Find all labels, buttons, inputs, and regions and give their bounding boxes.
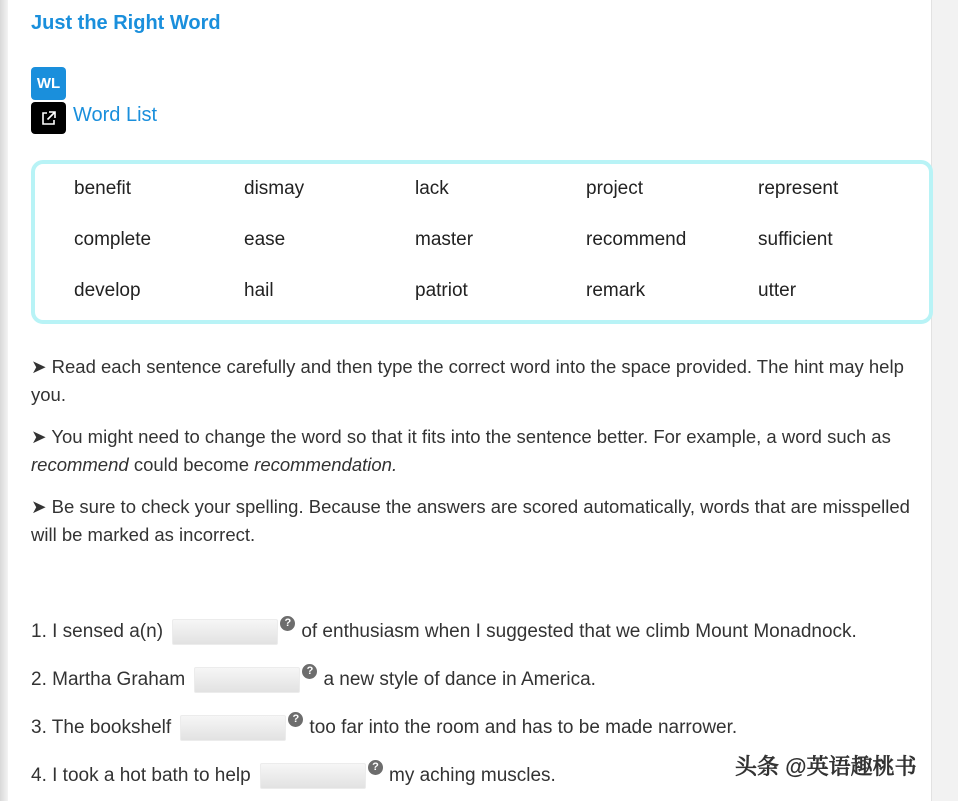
word-bank-item: patriot	[415, 280, 468, 301]
word-bank-item: lack	[415, 178, 449, 199]
word-bank-item: master	[415, 229, 474, 250]
word-bank	[31, 160, 933, 324]
instruction-2: ➤ You might need to change the word so that it fits into the sentence better. For example, a word such as recommend could become recommendation.	[31, 426, 891, 475]
word-bank-item: complete	[74, 229, 152, 250]
scrollbar-track[interactable]	[931, 0, 958, 801]
word-bank-item: utter	[758, 280, 797, 301]
answer-input-1[interactable]	[172, 619, 278, 645]
word-bank-item: benefit	[74, 178, 132, 199]
bullet-arrow-icon: ➤	[31, 356, 47, 377]
word-bank-item: remark	[586, 280, 646, 301]
hint-icon[interactable]: ?	[288, 712, 303, 727]
word-bank-item: represent	[758, 178, 839, 199]
word-bank-item: hail	[244, 280, 274, 301]
question-2: 2. Martha Graham ? a new style of dance in America.	[31, 666, 596, 694]
bullet-arrow-icon: ➤	[31, 426, 47, 447]
word-bank-item: recommend	[586, 229, 687, 250]
hint-icon[interactable]: ?	[368, 760, 383, 775]
word-bank-item: project	[586, 178, 644, 199]
page-title: Just the Right Word	[31, 12, 221, 34]
question-1: 1. I sensed a(n) ? of enthusiasm when I suggested that we climb Mount Monadnock.	[31, 618, 857, 646]
window-left-edge	[0, 0, 8, 801]
word-bank-item: dismay	[244, 178, 305, 199]
bullet-arrow-icon: ➤	[31, 496, 47, 517]
instruction-1: ➤ Read each sentence carefully and then type the correct word into the space provided. The hint may help you.	[31, 356, 904, 405]
word-list-link[interactable]: Word List	[73, 104, 158, 126]
watermark: 头条 @英语趣桃书	[735, 754, 917, 779]
question-3: 3. The bookshelf ? too far into the room and has to be made narrower.	[31, 714, 737, 742]
word-bank-item: develop	[74, 280, 141, 301]
hint-icon[interactable]: ?	[280, 616, 295, 631]
answer-input-4[interactable]	[260, 763, 366, 789]
external-link-icon[interactable]	[31, 102, 66, 134]
word-bank-item: sufficient	[758, 229, 833, 250]
word-bank-item: ease	[244, 229, 286, 250]
answer-input-2[interactable]	[194, 667, 300, 693]
word-list-badge[interactable]: WL	[31, 67, 66, 100]
question-4: 4. I took a hot bath to help ? my aching muscles.	[31, 762, 556, 790]
hint-icon[interactable]: ?	[302, 664, 317, 679]
instruction-3: ➤ Be sure to check your spelling. Because the answers are scored automatically, words that are misspelled will be marked as incorrect.	[31, 496, 910, 545]
answer-input-3[interactable]	[180, 715, 286, 741]
